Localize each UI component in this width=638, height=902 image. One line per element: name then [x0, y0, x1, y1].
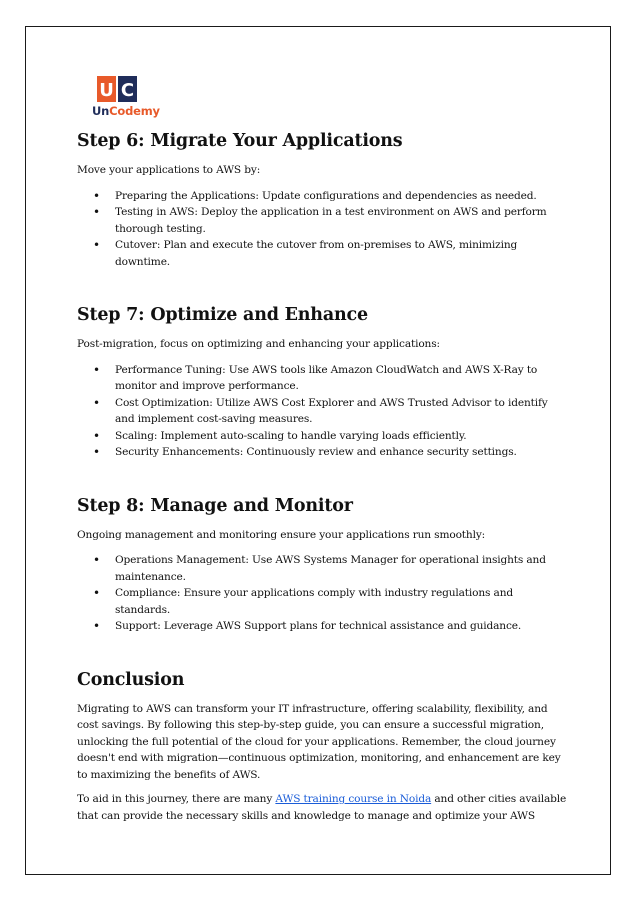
section-step-8 [77, 496, 567, 635]
section-heading: Step 6: Migrate Your Applications [77, 131, 403, 151]
bullet-list [77, 362, 567, 461]
logo-word-un: Un [92, 104, 110, 118]
list-item: • Cutover: Plan and execute the cutover from on-premises to AWS, minimizing downtime. [77, 237, 567, 270]
bullet-list [77, 188, 567, 271]
section-intro: Move your applications to AWS by: [77, 164, 261, 176]
list-item: • Cost Optimization: Utilize AWS Cost Explorer and AWS Trusted Advisor to identify and implement cost-saving measures. [77, 395, 567, 428]
uncodemy-logo-mark [97, 76, 137, 102]
list-item: • Support: Leverage AWS Support plans for technical assistance and guidance. [77, 618, 567, 635]
section-intro: Post-migration, focus on optimizing and enhancing your applications: [77, 338, 440, 350]
conclusion-paragraph-2 [77, 791, 567, 824]
section-heading: Step 8: Manage and Monitor [77, 495, 353, 516]
logo-letter-u: U [99, 80, 114, 101]
paragraph-text: To aid in this journey, there are many [77, 793, 276, 805]
conclusion-paragraph: Migrating to AWS can transform your IT infrastructure, offering scalability, flexibility, and cost savings. By following this step-by-step guide, you can ensure a successful migration, unlocking the full potential of the cloud for your applications. Remember, the cloud journey doesn't end with migration—continuous optimization, monitoring, and enhancement are key to maximizing the benefits of AWS. [77, 702, 561, 781]
uncodemy-logo [92, 76, 160, 122]
document-body [77, 131, 567, 824]
list-item: • Performance Tuning: Use AWS tools like Amazon CloudWatch and AWS X-Ray to monitor and improve performance. [77, 362, 567, 395]
list-item: • Operations Management: Use AWS Systems Manager for operational insights and maintenance. [77, 552, 567, 585]
logo-letter-c: C [120, 80, 135, 101]
list-item: • Scaling: Implement auto-scaling to handle varying loads efficiently. [77, 428, 567, 445]
section-step-6 [77, 131, 567, 270]
aws-training-noida-link[interactable]: AWS training course in Noida [275, 793, 432, 805]
list-item: • Preparing the Applications: Update configurations and dependencies as needed. [77, 188, 567, 205]
list-item: • Security Enhancements: Continuously review and enhance security settings. [77, 444, 567, 461]
section-step-7 [77, 305, 567, 461]
paragraph-text: and other cities available that can provide the necessary skills and knowledge to manage and optimize your AWS [77, 793, 567, 822]
bullet-list [77, 552, 567, 635]
logo-wordmark [92, 104, 160, 118]
section-heading: Step 7: Optimize and Enhance [77, 305, 368, 325]
section-intro: Ongoing management and monitoring ensure your applications run smoothly: [77, 528, 486, 541]
section-conclusion [77, 670, 567, 825]
logo-word-codemy: Codemy [109, 104, 160, 118]
list-item: • Compliance: Ensure your applications comply with industry regulations and standards. [77, 585, 567, 618]
section-heading: Conclusion [77, 669, 185, 690]
list-item: • Testing in AWS: Deploy the application in a test environment on AWS and perform thorough testing. [77, 204, 567, 237]
